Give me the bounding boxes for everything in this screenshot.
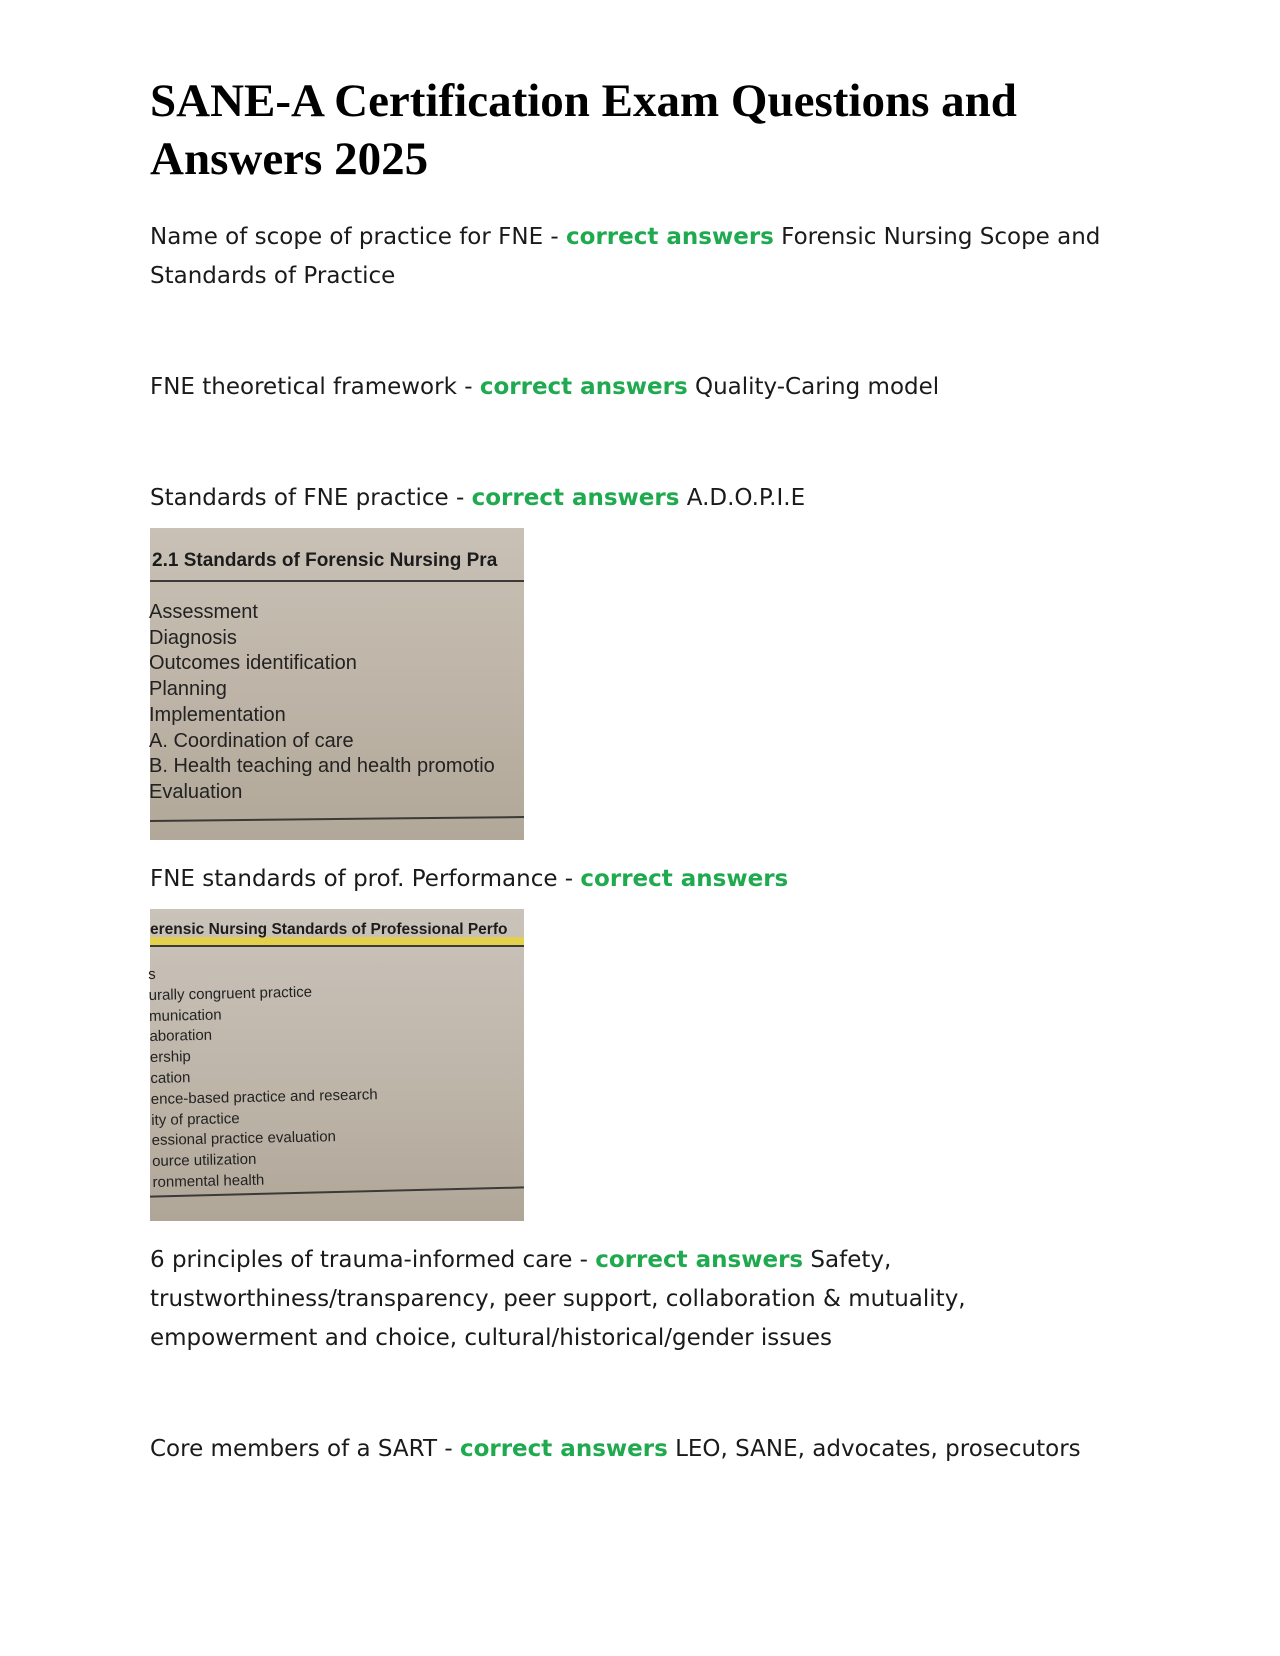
photo-list-item: Implementation xyxy=(149,703,286,726)
qa-item-trauma-care xyxy=(150,1241,1130,1358)
photo-list-item: B. Health teaching and health promotio xyxy=(149,755,495,778)
answer-text: A.D.O.P.I.E xyxy=(679,485,806,511)
answer-label: correct answers xyxy=(471,485,680,511)
photo-caption: 2.1 Standards of Forensic Nursing Pra xyxy=(152,550,498,571)
qa-item-sart xyxy=(150,1430,1130,1469)
photo-list-item: ronmental health xyxy=(152,1171,265,1191)
question-text: Standards of FNE practice - xyxy=(150,485,472,511)
answer-text: LEO, SANE, advocates, prosecutors xyxy=(667,1436,1081,1462)
question-text: FNE standards of prof. Performance - xyxy=(150,866,581,892)
answer-text: Forensic Nursing Scope and Standards of Practice xyxy=(150,224,1101,289)
document-title: SANE-A Certification Exam Questions and Answers 2025 xyxy=(150,75,1017,185)
photo-list xyxy=(149,600,495,806)
answer-text: Quality-Caring model xyxy=(687,374,940,400)
photo-list xyxy=(148,960,380,1193)
answer-text: Safety, trustworthiness/transparency, peer support, collaboration & mutuality, empowerment and choice, cultural/historical/gender issues xyxy=(150,1247,966,1351)
photo-rule-bottom xyxy=(150,816,524,822)
answer-label: correct answers xyxy=(479,374,688,400)
photo-list-item: munication xyxy=(148,1006,222,1025)
photo-list-item: ource utilization xyxy=(151,1150,257,1171)
photo-list-item: s xyxy=(148,965,156,983)
photo-list-item: cation xyxy=(150,1069,191,1087)
photo-list-item: Evaluation xyxy=(149,780,243,803)
professional-performance-photo xyxy=(150,909,524,1221)
qa-item-scope xyxy=(150,218,1130,296)
qa-item-performance xyxy=(150,860,1130,899)
answer-label: correct answers xyxy=(459,1436,668,1462)
question-text: Core members of a SART - xyxy=(150,1436,460,1462)
photo-list-item: ership xyxy=(149,1048,191,1067)
photo-list-item: A. Coordination of care xyxy=(149,729,354,752)
answer-label: correct answers xyxy=(566,224,774,250)
question-text: FNE theoretical framework - xyxy=(150,374,480,400)
answer-label: correct answers xyxy=(580,866,789,892)
question-text: Name of scope of practice for FNE - xyxy=(150,224,567,250)
photo-caption: erensic Nursing Standards of Professional Perfo xyxy=(150,921,508,938)
photo-rule-top xyxy=(150,945,524,947)
qa-item-standards xyxy=(150,479,1130,518)
photo-list-item: ence-based practice and research xyxy=(150,1086,378,1108)
photo-list-item: urally congruent practice xyxy=(148,983,313,1004)
document-page xyxy=(150,72,1130,1469)
photo-list-item: ity of practice xyxy=(151,1109,240,1129)
standards-of-practice-photo xyxy=(150,528,524,840)
photo-list-item: aboration xyxy=(149,1027,213,1046)
photo-list-item: Outcomes identification xyxy=(149,652,357,675)
answer-label: correct answers xyxy=(595,1247,804,1273)
photo-list-item: Assessment xyxy=(149,601,258,623)
photo-rule-top xyxy=(150,580,524,582)
photo-list-item: essional practice evaluation xyxy=(151,1128,337,1150)
qa-item-framework xyxy=(150,368,1130,407)
photo-list-item: Planning xyxy=(149,678,227,701)
photo-list-item: Diagnosis xyxy=(149,626,237,649)
question-text: 6 principles of trauma-informed care - xyxy=(150,1247,596,1273)
